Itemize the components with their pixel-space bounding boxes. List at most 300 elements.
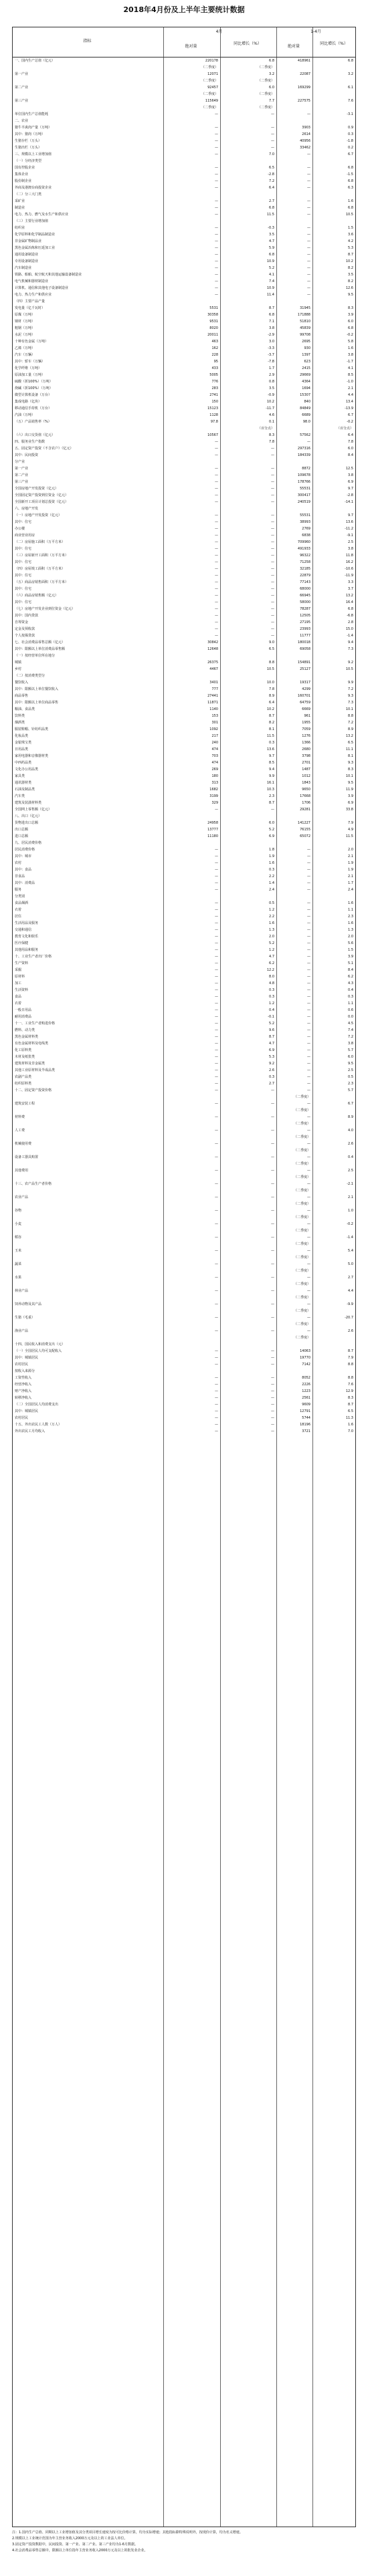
row-label: 采掘: [15, 968, 22, 972]
row-label: 燃料、动力类: [15, 1028, 35, 1032]
cell-growth-2: 9.2: [348, 661, 353, 665]
cell-abs-2: —: [307, 246, 310, 250]
cell-growth-1: —: [271, 547, 274, 551]
cell-abs-2: —: [307, 955, 310, 959]
row-label: 外出农民工月均收入: [15, 1429, 45, 1433]
cell-growth-2: 6.7: [348, 413, 353, 417]
table-row: [12, 1094, 356, 1100]
table-row: [12, 920, 356, 927]
row-label: （二）全国居民人均消费支出: [15, 1403, 59, 1407]
cell-abs-2: （二季度）: [293, 1322, 310, 1326]
table-row: [12, 291, 356, 298]
row-label: 第一产业: [15, 467, 29, 471]
cell-abs-2: 14063: [300, 1349, 310, 1353]
table-row: [12, 980, 356, 987]
cell-growth-1: 4.6: [269, 413, 274, 417]
cell-abs-1: 26375: [207, 661, 218, 665]
cell-growth-2: 8.2: [348, 279, 353, 283]
table-row: [12, 907, 356, 913]
cell-growth-2: 6.5: [348, 741, 353, 745]
cell-abs-2: 5744: [302, 1416, 310, 1420]
row-label: 其中：住宅: [15, 587, 32, 591]
table-row: [12, 719, 356, 726]
table-row: [12, 131, 356, 138]
table-row: [12, 1181, 356, 1187]
cell-abs-2: —: [307, 908, 310, 912]
row-label: 其中：住宅: [15, 560, 32, 564]
cell-growth-2: 7.9: [348, 1356, 353, 1360]
table-row: [12, 820, 356, 826]
cell-growth-1: —: [271, 1262, 274, 1266]
row-label: 生猪（毛重）: [15, 1316, 35, 1320]
cell-growth-2: 6.8: [348, 206, 353, 210]
cell-abs-2: —: [307, 1155, 310, 1159]
cell-growth-2: 11.9: [345, 788, 353, 792]
cell-abs-1: —: [215, 594, 218, 598]
cell-growth-1: —: [271, 1142, 274, 1146]
cell-growth-2: 0.4: [348, 1155, 353, 1159]
cell-growth-2: 2.1: [348, 854, 353, 858]
cell-abs-2: 9609: [302, 1403, 310, 1407]
table-row: [12, 666, 356, 673]
cell-abs-2: —: [307, 968, 310, 972]
cell-growth-1: 11.5: [266, 213, 274, 217]
cell-abs-2: —: [307, 981, 310, 985]
cell-abs-2: —: [307, 928, 310, 932]
row-label: 办公楼: [15, 527, 25, 531]
row-label: 其中：消费品: [15, 881, 35, 885]
cell-growth-1: 1.2: [269, 948, 274, 952]
cell-growth-1: 1.6: [269, 921, 274, 925]
cell-abs-2: 2769: [302, 527, 310, 531]
cell-abs-1: —: [215, 1349, 218, 1353]
cell-abs-2: —: [307, 199, 310, 203]
page-title: 2018年4月份及上半年主要统计数据: [123, 5, 245, 14]
cell-abs-1: 301: [211, 721, 218, 725]
cell-growth-2: 7.6: [348, 99, 353, 103]
cell-growth-2: 2.7: [348, 1276, 353, 1280]
table-row: [12, 746, 356, 753]
cell-growth-2: 7.2: [348, 687, 353, 691]
cell-abs-1: —: [215, 1222, 218, 1226]
cell-abs-1: 24958: [207, 821, 218, 825]
cell-abs-2: 180018: [297, 640, 310, 645]
row-label: 按收入来源分: [15, 1369, 35, 1373]
table-row: [12, 1147, 356, 1154]
cell-abs-2: —: [307, 888, 310, 892]
cell-growth-2: 6.1: [348, 86, 353, 90]
cell-growth-2: 13.2: [345, 594, 353, 598]
table-row: [12, 853, 356, 860]
row-label: 渔业产品: [15, 1329, 29, 1333]
cell-abs-2: —: [307, 901, 310, 905]
row-label: 化学纤维（万吨）: [15, 366, 42, 370]
cell-growth-2: 4.2: [348, 239, 353, 243]
cell-growth-2: 6.5: [348, 1409, 353, 1413]
cell-abs-2: —: [307, 166, 310, 170]
row-label: 人工费: [15, 1129, 25, 1133]
table-row: [12, 1194, 356, 1201]
row-label: 全国新开工项目计划总投资（亿元）: [15, 500, 69, 504]
cell-abs-1: —: [215, 1155, 218, 1159]
table-row: [12, 452, 356, 459]
table-row: [12, 1187, 356, 1194]
cell-abs-2: 1397: [302, 353, 310, 357]
cell-growth-1: 6.4: [269, 186, 274, 190]
cell-abs-1: —: [215, 574, 218, 578]
table-row: [12, 405, 356, 412]
cell-growth-1: —: [271, 1195, 274, 1199]
cell-growth-1: —: [271, 567, 274, 571]
cell-growth-2: 5.7: [348, 1048, 353, 1052]
cell-growth-2: 5.6: [348, 941, 353, 945]
cell-growth-2: 6.4: [348, 433, 353, 437]
cell-abs-1: —: [215, 1002, 218, 1006]
cell-abs-1: —: [215, 587, 218, 591]
cell-growth-1: —: [271, 534, 274, 538]
cell-growth-1: 6.8: [269, 59, 274, 63]
cell-growth-1: 4.7: [269, 239, 274, 243]
cell-abs-1: —: [215, 928, 218, 932]
row-label: 出口总额: [15, 828, 29, 832]
cell-abs-1: —: [215, 995, 218, 999]
cell-growth-1: -3.7: [268, 353, 274, 357]
table-row: [12, 151, 356, 158]
row-label: 石油及制品类: [15, 788, 35, 792]
cell-abs-2: 840: [304, 400, 310, 404]
cell-growth-2: 1.5: [348, 226, 353, 230]
cell-abs-2: 38993: [300, 520, 310, 524]
cell-growth-2: 7.6: [348, 1383, 353, 1387]
cell-growth-2: 1.6: [348, 199, 353, 203]
cell-growth-2: -1.4: [347, 634, 353, 638]
row-label: 进口总额: [15, 834, 29, 838]
row-label: 第一产业: [15, 72, 29, 76]
row-label: 十、工业生产者出厂价格: [15, 955, 52, 959]
cell-abs-2: 6669: [302, 707, 310, 711]
cell-abs-2: 154891: [297, 661, 310, 665]
cell-growth-2: -9.1: [347, 534, 353, 538]
cell-growth-2: 4.3: [348, 981, 353, 985]
row-label: 个人按揭贷款: [15, 634, 35, 638]
header-growth-2: 同比增长（%）: [320, 41, 348, 46]
row-label: 金银珠宝类: [15, 741, 32, 745]
table-row: [12, 525, 356, 532]
table-row: [12, 1020, 356, 1027]
table-row: [12, 164, 356, 171]
table-row: [12, 245, 356, 251]
cell-abs-2: —: [307, 1008, 310, 1012]
cell-growth-1: —: [271, 1088, 274, 1092]
cell-abs-2: —: [307, 1002, 310, 1006]
cell-growth-1: 8.3: [269, 433, 274, 437]
row-label: 木材及纸浆类: [15, 1055, 35, 1059]
row-label: （一）全国居民人均可支配收入: [15, 1349, 62, 1353]
row-label: 家具类: [15, 774, 25, 778]
table-row: [12, 419, 356, 425]
cell-abs-1: —: [215, 527, 218, 531]
cell-abs-2: —: [307, 1302, 310, 1306]
row-label: 十三、农产品生产者价格: [15, 1182, 52, 1186]
cell-abs-2: —: [307, 1222, 310, 1226]
cell-growth-1: 11.4: [266, 293, 274, 297]
table-row: [12, 927, 356, 933]
row-label: 农副产品类: [15, 1075, 32, 1079]
cell-growth-1: —: [271, 1429, 274, 1433]
cell-abs-2: 99708: [300, 333, 310, 337]
cell-abs-1: 13777: [207, 828, 218, 832]
cell-growth-1: 8.7: [269, 306, 274, 310]
table-row: [12, 933, 356, 940]
cell-abs-1: 3401: [209, 681, 218, 685]
row-label: 货物进出口总额: [15, 821, 39, 825]
cell-abs-2: 1366: [302, 741, 310, 745]
row-label: 其中：城镇居民: [15, 1409, 39, 1413]
cell-growth-2: 5.0: [348, 1262, 353, 1266]
cell-growth-2: 3.9: [348, 794, 353, 798]
cell-abs-2: —: [307, 213, 310, 217]
table-row: [12, 198, 356, 205]
cell-abs-2: —: [307, 1015, 310, 1019]
cell-abs-1: —: [215, 1302, 218, 1306]
cell-growth-2: 15.0: [345, 627, 353, 631]
cell-abs-2: 64759: [300, 701, 310, 705]
cell-growth-1: —: [271, 1155, 274, 1159]
table-row: [12, 499, 356, 505]
cell-abs-1: 11180: [207, 834, 218, 838]
row-label: （二）分三大门类: [15, 193, 42, 197]
cell-abs-2: 29281: [300, 808, 310, 812]
cell-growth-2: -1.0: [347, 380, 353, 384]
cell-growth-1: 4.7: [269, 955, 274, 959]
table-row: [12, 392, 356, 398]
cell-growth-2: 0.0: [348, 1015, 353, 1019]
table-row: [12, 579, 356, 586]
cell-growth-1: —: [271, 600, 274, 604]
row-label: 饲养动物及其产品: [15, 1302, 42, 1306]
table-row: [12, 325, 356, 332]
cell-growth-1: 0.3: [269, 988, 274, 992]
row-label: 纺织业: [15, 226, 25, 230]
cell-abs-1: —: [215, 520, 218, 524]
table-row: [12, 485, 356, 492]
table-row: [12, 519, 356, 525]
cell-growth-2: 3.9: [348, 955, 353, 959]
cell-abs-2: 184339: [297, 453, 310, 457]
cell-abs-2: 12791: [300, 1409, 310, 1413]
table-row: [12, 1395, 356, 1401]
cell-abs-2: 57562: [300, 433, 310, 437]
cell-abs-1: —: [215, 1068, 218, 1072]
cell-abs-2: —: [307, 186, 310, 190]
header-growth-1: 同比增长（%）: [234, 41, 262, 46]
row-label: 转移净收入: [15, 1396, 32, 1400]
cell-abs-2: 1694: [302, 386, 310, 390]
cell-abs-2: 2701: [302, 761, 310, 765]
cell-growth-1: 13.6: [266, 747, 274, 751]
table-row: [12, 993, 356, 1000]
cell-growth-2: 11.3: [345, 1416, 353, 1420]
cell-abs-2: 22879: [300, 574, 310, 578]
cell-abs-1: —: [215, 1316, 218, 1320]
cell-growth-2: 9.7: [348, 487, 353, 491]
cell-abs-2: —: [307, 988, 310, 992]
row-label: （四）主要产品产量: [15, 300, 45, 304]
cell-abs-1: —: [215, 266, 218, 270]
table-row: [12, 726, 356, 733]
cell-growth-2: 3.8: [348, 353, 353, 357]
row-label: 生猪存栏（万头）: [15, 139, 42, 143]
cell-abs-2: 8872: [302, 467, 310, 471]
cell-growth-1: —: [271, 1249, 274, 1253]
row-label: 稻谷: [15, 1236, 22, 1240]
cell-abs-2: 23993: [300, 627, 310, 631]
table-row: [12, 673, 356, 679]
cell-growth-2: 6.0: [348, 1055, 353, 1059]
cell-growth-1: —: [271, 607, 274, 611]
cell-growth-1: 2.7: [269, 199, 274, 203]
row-label: 微型计算机设备（万台）: [15, 393, 52, 397]
cell-abs-1: —: [215, 881, 218, 885]
cell-growth-2: 2.8: [348, 620, 353, 624]
row-label: 其中：限额以上单位商品零售: [15, 701, 59, 705]
cell-growth-1: 9.9: [269, 774, 274, 778]
cell-abs-1: —: [215, 1429, 218, 1433]
cell-abs-2: 9650: [302, 788, 310, 792]
row-label: 经营净收入: [15, 1383, 32, 1387]
cell-growth-1: 5.2: [269, 1022, 274, 1026]
cell-abs-1: —: [215, 1182, 218, 1186]
cell-abs-1: —: [215, 1363, 218, 1367]
cell-growth-2: 6.7: [348, 1102, 353, 1106]
cell-abs-1: 12071: [207, 72, 218, 76]
table-row: [12, 659, 356, 666]
table-row: [12, 265, 356, 271]
row-label: 电力、热力生产和供应业: [15, 293, 52, 297]
cell-growth-2: 0.9: [348, 126, 353, 130]
row-label: 十四、国民收入和消费支出（元）: [15, 1342, 66, 1346]
row-label: 生活资料: [15, 988, 29, 992]
cell-growth-1: —: [271, 1236, 274, 1240]
cell-abs-1: 92457: [207, 86, 218, 90]
table-row: [12, 947, 356, 953]
cell-abs-2: —: [307, 915, 310, 919]
table-row: [12, 185, 356, 191]
cell-abs-2: 27195: [300, 620, 310, 624]
table-row: [12, 679, 356, 686]
cell-abs-1: —: [215, 226, 218, 230]
cell-growth-2: 5.7: [348, 1088, 353, 1092]
cell-growth-2: 6.0: [348, 447, 353, 451]
row-label: 建筑材料及非金属类: [15, 1062, 45, 1066]
cell-growth-1: —: [271, 467, 274, 471]
row-label: 第三产业: [15, 480, 29, 484]
row-label: 其中：住宅: [15, 574, 32, 578]
cell-abs-1: —: [215, 286, 218, 290]
cell-abs-2: 58000: [300, 600, 310, 604]
cell-abs-1: —: [215, 440, 218, 444]
cell-growth-2: -2.1: [347, 1182, 353, 1186]
table-row: [12, 960, 356, 967]
table-row: [12, 1321, 356, 1328]
cell-growth-2: 7.4: [348, 1028, 353, 1032]
cell-abs-1: —: [215, 1195, 218, 1199]
cell-growth-2: -0.2: [347, 1222, 353, 1226]
cell-abs-2: 491933: [297, 547, 310, 551]
cell-abs-2: 7142: [302, 1363, 310, 1367]
cell-abs-2: 171888: [297, 313, 310, 317]
cell-growth-1: —: [271, 574, 274, 578]
cell-growth-1: —: [271, 500, 274, 504]
cell-growth-2: 6.7: [348, 152, 353, 156]
cell-abs-2: —: [307, 868, 310, 872]
cell-growth-1: 3.2: [269, 72, 274, 76]
table-row: [12, 1000, 356, 1007]
cell-growth-2: 0.2: [348, 146, 353, 150]
cell-abs-1: —: [215, 1015, 218, 1019]
table-row: [12, 699, 356, 706]
cell-growth-1: 0.1: [269, 420, 274, 424]
table-row: [12, 412, 356, 419]
cell-abs-1: 5005: [209, 373, 218, 377]
cell-growth-2: 6.8: [348, 326, 353, 330]
cell-abs-1: —: [215, 213, 218, 217]
cell-growth-1: —: [271, 1423, 274, 1427]
cell-growth-1: 10.9: [266, 259, 274, 263]
cell-growth-2: 13.2: [345, 734, 353, 738]
cell-abs-2: —: [307, 1035, 310, 1039]
cell-growth-1: 9.2: [269, 1062, 274, 1066]
header-group-1: 4月: [215, 29, 223, 34]
table-row: [12, 900, 356, 907]
table-row: [12, 566, 356, 572]
footnote: 2.规模以上工业统计范围为年主营业务收入2000万元及以上的工业法人单位。: [12, 2537, 128, 2541]
cell-abs-1: —: [215, 1389, 218, 1393]
cell-growth-2: -11.9: [345, 574, 353, 578]
footnote: 注：1.国内生产总值、同期以上工业增加值及其分类项目增长速度为按可比价格计算，均为实际增速；其他指标除特殊说明外，按现价计算，均为名义增速。: [12, 2531, 243, 2535]
cell-abs-1: —: [215, 146, 218, 150]
table-row: [12, 1421, 356, 1428]
cell-growth-1: —: [271, 1349, 274, 1353]
cell-abs-2: 1843: [302, 781, 310, 785]
table-row: [12, 1040, 356, 1047]
cell-abs-2: —: [307, 1075, 310, 1079]
cell-abs-2: 69058: [300, 647, 310, 651]
row-label: 文化办公用品类: [15, 768, 39, 772]
cell-abs-2: 51810: [300, 320, 310, 324]
table-row: [12, 1067, 356, 1074]
table-row: [12, 338, 356, 345]
row-label: （三）主要行业增加值: [15, 219, 49, 223]
cell-abs-2: 15307: [300, 393, 310, 397]
row-label: 农业产品: [15, 1195, 29, 1199]
row-label: 三、规模以上工业增加值: [15, 152, 52, 156]
row-label: 一、国内生产总值（亿元）: [15, 59, 56, 63]
cell-abs-2: （二季度）: [293, 1309, 310, 1313]
row-label: 化妆品类: [15, 734, 29, 738]
cell-abs-1: —: [215, 132, 218, 136]
row-label: 其中：城镇居民: [15, 1356, 39, 1360]
cell-abs-2: （二季度）: [293, 1122, 310, 1126]
cell-abs-2: 76155: [300, 828, 310, 832]
row-label: 原煤（万吨）: [15, 313, 35, 317]
cell-abs-1: 27441: [207, 694, 218, 698]
cell-abs-1: —: [215, 293, 218, 297]
row-label: 二、农业: [15, 119, 29, 123]
cell-growth-1: （二季度）: [257, 66, 274, 70]
cell-abs-2: 2415: [302, 366, 310, 370]
cell-abs-1: —: [215, 1028, 218, 1032]
